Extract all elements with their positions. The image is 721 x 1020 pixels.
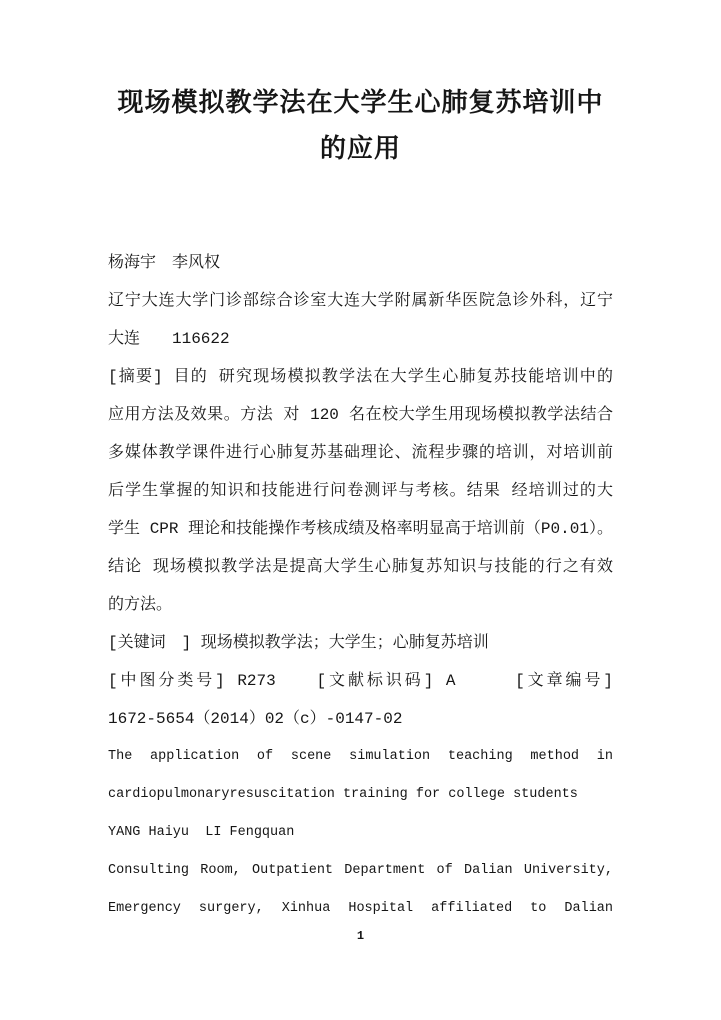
text-line: 大连 116622 <box>108 330 230 348</box>
text-line: 多媒体教学课件进行心肺复苏基础理论、流程步骤的培训，对培训前 <box>108 444 613 462</box>
title-line: 现场模拟教学法在大学生心肺复苏培训中 <box>117 88 604 117</box>
title-line: 的应用 <box>319 134 401 163</box>
text-line: 杨海宇 李风权 <box>108 254 221 272</box>
text-line: 1672-5654（2014）02（c）-0147-02 <box>108 710 403 728</box>
text-line: cardiopulmonaryresuscitation training for college students <box>108 787 578 802</box>
text-line: [中图分类号] R273 [文献标识码] A [文章编号] <box>108 672 613 690</box>
page-number: 1 <box>356 929 365 943</box>
text-line: 结论 现场模拟教学法是提高大学生心肺复苏知识与技能的行之有效 <box>108 558 613 576</box>
text-line: 后学生掌握的知识和技能进行问卷测评与考核。结果 经培训过的大 <box>108 482 613 500</box>
text-line: The application of scene simulation teaching method in <box>108 749 613 764</box>
text-line: [关键词 ] 现场模拟教学法；大学生；心肺复苏培训 <box>108 634 489 652</box>
page-footer <box>108 928 613 944</box>
text-line: 应用方法及效果。方法 对 120 名在校大学生用现场模拟教学法结合 <box>108 406 613 424</box>
text-line: 辽宁大连大学门诊部综合诊室大连大学附属新华医院急诊外科，辽宁 <box>108 292 613 310</box>
paper-body <box>108 244 613 928</box>
text-line: 的方法。 <box>108 596 173 614</box>
text-line: Emergency surgery, Xinhua Hospital affiliated to Dalian <box>108 901 613 916</box>
text-line: Consulting Room, Outpatient Department of Dalian University, <box>108 863 613 878</box>
text-line: YANG Haiyu LI Fengquan <box>108 825 295 840</box>
text-line: [摘要] 目的 研究现场模拟教学法在大学生心肺复苏技能培训中的 <box>108 368 613 386</box>
text-line: 学生 CPR 理论和技能操作考核成绩及格率明显高于培训前（P0.01）。 <box>108 520 613 538</box>
paper-title <box>108 80 613 172</box>
